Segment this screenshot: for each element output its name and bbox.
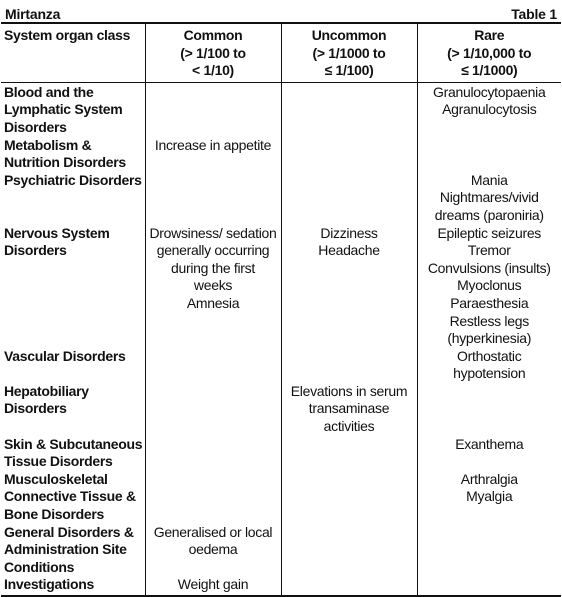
uncommon-cell [281,137,417,172]
uncommon-cell [281,436,417,471]
organ-class-cell: Metabolism & Nutrition Disorders [4,136,126,171]
common-cell [145,348,281,383]
common-cell [145,383,281,436]
rare-cell: Exanthema [417,436,561,471]
uncommon-cell [281,172,417,225]
uncommon-cell [281,82,417,136]
column-header-rare: Rare (> 1/10,000 to ≤ 1/1000) [417,23,561,82]
organ-class-cell: Musculoskeletal Connective Tissue & Bone Disorders [4,470,136,523]
uncommon-cell: Dizziness Headache [281,225,417,348]
uncommon-cell: Elevations in serum transaminase activities [281,383,417,436]
rare-cell: Epileptic seizures Tremor Convulsions (insults) Myoclonus Paraesthesia Restless legs (hyperkinesia) [417,225,561,348]
uncommon-cell [281,471,417,524]
organ-class-cell: Vascular Disorders [4,347,126,364]
common-cell [145,471,281,524]
organ-class-cell: Nervous System Disorders [4,224,110,259]
common-cell: Generalised or local oedema [145,524,281,577]
table-row [1,225,561,348]
table-row [1,82,561,136]
table-number: Table 1 [511,6,557,22]
rare-cell [417,576,561,596]
table-title-bar [1,0,561,22]
organ-class-cell: Hepatobiliary Disorders [4,382,89,417]
column-header-uncommon: Uncommon (> 1/1000 to ≤ 1/100) [281,23,417,82]
common-cell [145,172,281,225]
rare-cell [417,137,561,172]
table-row [1,348,561,383]
organ-class-cell: Investigations [1,576,145,596]
table-row [1,524,561,577]
column-header-system-organ-class: System organ class [1,23,145,82]
rare-cell [417,383,561,436]
uncommon-cell [281,348,417,383]
rare-cell [417,524,561,577]
table-row [1,172,561,225]
organ-class-cell: Skin & Subcutaneous Tissue Disorders [4,435,143,470]
rare-cell: Mania Nightmares/vivid dreams (paroniria) [417,172,561,225]
common-cell [145,82,281,136]
column-header-common: Common (> 1/100 to < 1/10) [145,23,281,82]
organ-class-cell: Psychiatric Disorders [4,171,142,188]
organ-class-cell: General Disorders & Administration Site Conditions [4,523,134,575]
uncommon-cell [281,576,417,596]
rare-cell: Arthralgia Myalgia [417,471,561,524]
drug-name-title: Mirtanza [5,6,61,22]
common-cell: Drowsiness/ sedation generally occurring during the first weeks Amnesia [145,225,281,348]
table-row [1,383,561,436]
common-cell [145,436,281,471]
uncommon-cell [281,524,417,577]
rare-cell: Orthostatic hypotension [417,348,561,383]
common-cell: Increase in appetite [145,137,281,172]
adverse-reactions-table [1,22,561,597]
rare-cell: Granulocytopaenia Agranulocytosis [417,82,561,136]
table-header-row [1,23,561,82]
table-row [1,137,561,172]
organ-class-cell: Blood and the Lymphatic System Disorders [4,83,123,135]
common-cell: Weight gain [145,576,281,596]
table-row [1,436,561,471]
table-row [1,471,561,524]
table-row [1,576,561,596]
